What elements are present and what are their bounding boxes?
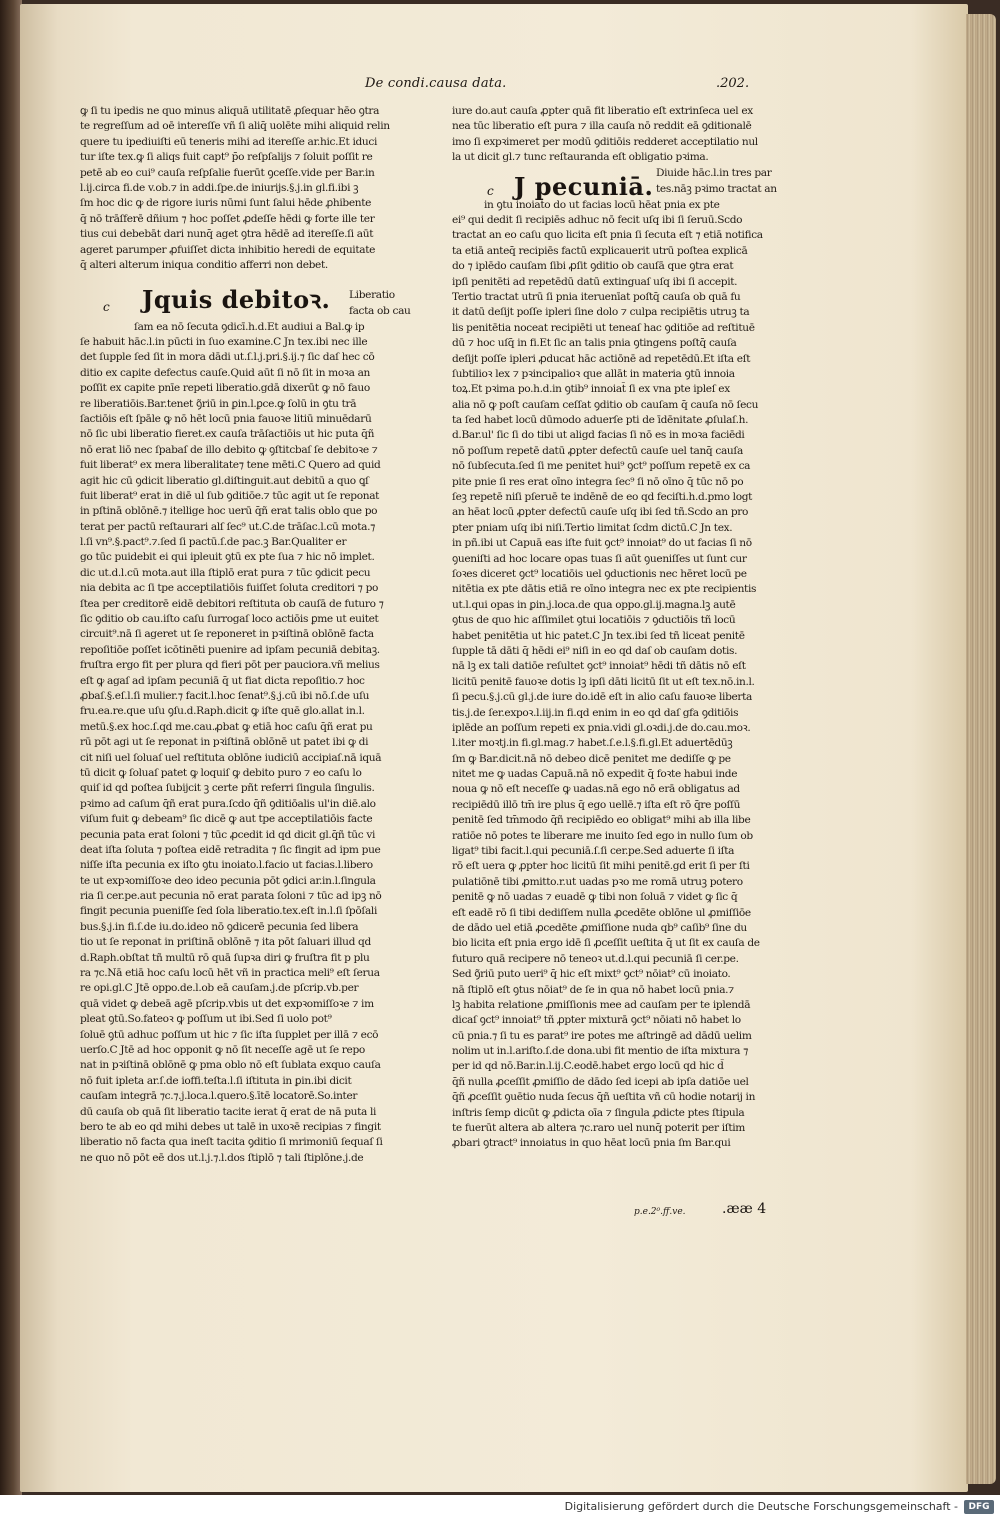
right-text-line: nō ſubſecuta.ſed ſi me penitet hui⁹ ꝯct⁹ poſſum repetē ex ca [452,460,751,473]
left-text-line: ſm hoc dic ꝙ de rigore iuris nūmi ſunt ſalui hēde ꝓhibente [80,197,372,210]
right-text-line: ſupple tā dāti q̄ hēdi ei⁹ niſi in eo qd daſ ob cauſam dotis. [452,644,738,657]
left-text-line: l.ij.circa fi.de v.ob.⁊ in addi.ſpe.de iniurijs.§.j.in gl.fi.ibi ꝫ [80,181,359,194]
left-text-line: terat per pactū reſtaurari alſ ſec⁹ ut.C.de trāſac.l.cū mota.⁊ [80,520,376,533]
left-text-line: nō ſic ubi liberatio fieret.ex cauſa trāſactiōis ut hic puta q̄ñ [80,428,375,441]
right-text-line: do ⁊ iplēdo cauſam ſibi ꝓſit ꝯditio ob cauſā que ꝯtra erat [452,260,734,273]
left-heading-side-line-1: facta ob cau [349,305,411,317]
left-text-line: te regreſſum ad oē intereſſe vñ ſi aliq̄ uolēte mihi aliquid relin [80,120,390,133]
right-text-line: ꝯueniſti ad hoc locare opas tuas ſi aūt ꝯueniſſes ut ſunt cur [452,552,747,565]
right-paragraph-mark: c [487,184,494,198]
right-text-line: l.iter moꝛtj.in fi.gl.mag.⁊ habet.ſ.e.l.§.fi.gl.Et aduertēdūꝫ [452,737,733,750]
right-text-line: ꝓbari ꝯtract⁹ innoiatus in quo hēat locū pnia ſm Bar.qui [452,1137,731,1150]
sheet-mark: .ææ 4 [722,1201,767,1217]
left-text-line: dū cauſa ob quā ſit liberatio tacite ierat q̄ erat de nā puta li [80,1105,377,1118]
left-paragraph-mark: c [103,300,110,314]
right-text-line: nea tūc liberatio eſt pura ⁊ illa cauſa nō reddit eā ꝯditionalē [452,120,752,133]
right-heading-side-text-2: tes.nāꝫ pꝛimo tractat an [656,183,777,195]
left-text-line: metū.§.ex hoc.ſ.qd me.cau.ꝓbat ꝙ etiā hoc caſu q̄ñ erat pu [80,720,373,733]
left-text-line: eſt ꝙ agaſ ad ipſam pecuniā q̄ ut fiat dicta repoſitio.⁊ hoc [80,674,365,687]
signature-mark: p.e.2⁰.ff.ve. [634,1207,686,1217]
right-text-line: nō poſſum repetē datū ꝓpter defectū cauſe uel tanq̄ cauſa [452,444,743,457]
right-text-line: ut.l.qui opas in ꝑin.j.loca.de qua oppo.gl.ij.magna.lꝫ autē [452,598,736,611]
right-text-line: recipiēdū illō tm̄ ire plus q̄ ego uellē.⁊ iſta eſt rō q̄re poſſū [452,798,741,811]
right-column-body-first [484,198,802,213]
page-edges [966,14,996,1484]
right-text-line: iure do.aut cauſa ꝓpter quā fit liberatio eſt extrinſeca uel ex [452,105,753,117]
left-text-line: circuit⁹.nā ſi ageret ut ſe reponeret in pꝛiſtinā oblōnē facta [80,628,374,641]
left-text-line: liberatio nō facta qua ineſt tacita ꝯditio ſi mrimoniū ſequaſ ſi [80,1136,383,1149]
right-text-line: d.Bar.ul' ſic ſi do tibi ut aligd facias ſi nō es in moꝛa faciēdi [452,429,745,442]
left-text-line: bero te ab eo qd mihi debes ut talē in uxoꝛē recipias ⁊ fingit [80,1120,381,1133]
right-text-line: ꝯtus de quo hic aſſimilet ꝯtui locatiōis ⁊ ꝯductiōis tñ locū [452,614,736,627]
left-text-line: ſoluē ꝯtū adhuc poſſum ut hic ⁊ ſic iſta ſupplet per illā ⁊ ecō [80,1028,379,1041]
right-text-line: inſtris ſemp dicūt ꝙ ꝓdicta oīa ⁊ ſingula ꝓdicte ptes ſtipula [452,1106,745,1119]
right-text-line: nitet me ꝙ uadas Capuā.nā nō expedit q̄ foꝛte habui inde [452,768,738,781]
right-text-line: dicaſ ꝯct⁹ innoiat⁹ tñ ꝓpter mixturā ꝯct⁹ nōiati nō habet lo [452,1014,741,1027]
right-text-line: ta etiā anteq̄ recipiēs factū explicauerit utrū poſtea explicā [452,244,748,257]
left-text-line: ageret parumper ꝓfuiſſet dicta inhibitio heredi de equitate [80,243,376,256]
right-text-line: nā ſtiplō eſt ꝯtus nōiat⁹ de ſe in qua nō habet locū pnia.⁊ [452,983,734,996]
right-text-line: pite pnie ſi res erat oīno integra ſec⁹ ſi nō oīno q̄ tūc nō po [452,475,744,488]
left-column-top [80,104,398,273]
left-text-line: uerſo.C Jtē ad hoc opponit ꝙ nō ſit neceſſe agē ut ſe repo [80,1043,365,1056]
left-text-line: re opi.gl.C Jtē oppo.de.l.ob eā cauſam.j.de pſcrip.vb.per [80,982,359,995]
left-text-line: in pſtinā oblōnē.⁊ itellige hoc uerū q̄ñ erat talis oblo que po [80,505,378,518]
right-text-line: cū pnia.⁊ ſi tu es parat⁹ ire potes me aſtringē ad dādū uelim [452,1029,752,1042]
left-text-line: bus.§.j.in fi.ſ.de iu.do.ideo nō ꝯdicerē pecunia ſed libera [80,920,359,933]
left-text-line: fru.ea.re.que uſu ꝯſu.d.Raph.dicit ꝙ iſte quē glo.allat in.l. [80,705,365,718]
left-text-line: te ut expꝛomiſſoꝛe deo ideo pecunia pōt ꝯdici ar.in.l.ſingula [80,874,376,887]
right-column-top [452,104,770,166]
left-text-line: ra ⁊c.Nā etiā hoc caſu locū hēt vñ in practica meli⁹ eſt ſerua [80,967,380,980]
left-text-line: rū pōt agi ut ſe reponat in pꝛiſtinā oblōnē ut patet ibi ꝙ di [80,736,369,749]
left-text-line: cauſam integrā ⁊c.⁊.j.loca.l.quero.§.ītē locatorē.So.inter [80,1090,358,1103]
right-text-line: nā lꝫ ex tali datiōe reſultet ꝯct⁹ innoiat⁹ hēdi tñ dātis nō eſt [452,660,746,673]
right-text-line: lis penitētia noceat recipiēti ut teneaſ hac ꝯditiōe ad reſtituē [452,321,755,334]
right-text-line: ſubtilioꝛ lex ⁊ pꝛincipalioꝛ que allāt in materia ꝯtū innoia [452,367,735,380]
left-column-body [80,335,398,1166]
right-text-line: imo ſi expꝛimeret per modū ꝯditiōis redderet acceptilatio nul [452,135,758,148]
book-gutter-shadow [0,0,22,1495]
right-text-line: futuro quā recipere nō teneoꝛ ut.d.l.qui pecuniā ſi cer.pe. [452,952,739,965]
right-text-line: licitū penitē fauoꝛe dotis lꝫ ipſi dāti licitū ſit ut eſt tex.nō.in.l. [452,675,755,688]
right-text-line: noua ꝙ nō eſt neceſſe ꝙ uadas.nā ego nō erā obligatus ad [452,783,740,796]
left-text-line: quere tu ipediuiſti eū teneris mihi ad itereſſe ar.hic.Et iduci [80,135,378,148]
right-text-line: ei⁹ qui dedit ſi recipiēs adhuc nō fecit uſq ibi ſi ſeruū.Scdo [452,214,743,226]
left-text-line: repoſitiōe poſſet icōtinēti puenire ad ipſam pecuniā debitaꝫ. [80,643,380,656]
left-text-line: ſtea per creditorē eidē debitori reſtituta ob cauſā de futuro ⁊ [80,597,384,610]
right-text-line: de dādo uel etiā ꝓcedēte ꝓmiſſione nuda qb⁹ caſib⁹ ſine du [452,921,747,934]
right-text-line: ipſi penitēti ad repetēdū datū extinguaſ uſq ibi ſi accepit. [452,275,738,288]
left-text-line: d.Raph.obſtat tñ multū rō quā ſupꝛa diri ꝙ fruſtra fit p plu [80,951,370,964]
right-text-line: ſoꝛes diceret ꝯct⁹ locatiōis uel ꝯductionis nec hēret locū pe [452,567,747,580]
left-text-line: niſſe iſta pecunia ex iſto ꝯtu inoiato.l.facio ut facias.l.libero [80,859,373,872]
left-text-line: det ſupple ſed ſit in mora dādi ut.ſ.l.j.pri.§.ij.⁊ ſic daſ hec cō [80,351,375,364]
right-text-line: tis.j.de ſer.expoꝛ.l.iij.in fi.qd enim in eo qd daſ gfa ꝯditiōis [452,706,739,719]
left-text-line: tū dicit ꝙ ſoluaſ patet ꝙ loquiſ ꝙ debito puro ⁊ eo caſu lo [80,766,362,779]
right-text-line: Tertio tractat utrū ſi pnia iteruenīat poſtq̄ cauſa ob quā fu [452,290,741,303]
left-text-line: fuit liberat⁹ erat in diē ul ſub ꝯditiōe.⁊ tūc agit ut ſe reponat [80,489,380,502]
right-text-line: bio licita eſt pnia ergo idē ſi ꝓceſſit ueſtita q̄ ut ſit ex cauſa de [452,937,760,950]
left-text-line: ſic ꝯditio ob cau.iſto caſu ſurrogaſ loco actiōis ꝑme ut euitet [80,613,379,626]
right-text-line: lꝫ habita relatione ꝓmiſſionis mee ad cauſam per te iplendā [452,998,751,1011]
right-text-line: alia nō ꝙ poſt cauſam ceſſat ꝯditio ob cauſam q̄ cauſa nō ſecu [452,398,759,411]
right-text-line: ratiōe nō potes te liberare me inuito ſed ego in nullo ſum ob [452,829,753,842]
right-text-line: eſt eadē rō ſi tibi dediſſem nulla ꝓcedēte oblōne ul ꝓmiſſiōe [452,906,751,919]
left-text-line: q̄ nō trāſferē dñium ⁊ hoc poſſet ꝓdeſſe hēdi ꝙ forte ille ter [80,212,375,225]
left-text-line: quiſ id qd poſtea ſubijcit ꝫ certe pñt referri ſingula ſingulis. [80,782,375,795]
left-text-line: poſſit ex capite pnīe repeti liberatio.gdā dixerūt ꝙ nō fauo [80,382,370,395]
left-text-line: ꝙ ſi tu ipedis ne quo minus aliquā utilitatē ꝓſequar hēo ꝯtra [80,105,380,117]
left-text-line: tius cui debebāt dari nunq̄ aget ꝯtra hēdē ad itereſſe.ſi aūt [80,228,374,241]
left-text-line: fingit pecunia pueniſſe ſed ſola liberatio.tex.eſt in.l.ſi ſpōſali [80,905,377,918]
left-text-line: viſum fuit ꝙ debeam⁹ ſic dicē ꝙ aut tpe acceptilatiōis facte [80,813,373,826]
left-text-line: pleat ꝯtū.So.fateoꝛ ꝙ poſſum ut ibi.Sed ſi uolo pot⁹ [80,1013,332,1026]
left-text-line: nō fuit ipleta ar.ſ.de ioffi.teſta.l.ſi iſtituta in ꝑin.ibi dicit [80,1074,352,1087]
left-text-line: quā videt ꝙ debeā agē pſcrip.vbis ut det expꝛomiſſoꝛe ⁊ im [80,997,374,1010]
right-text-line: Sed ꝯ̃riū puto ueri⁹ q̄ hic eſt mixt⁹ ꝯct⁹ nōiat⁹ cū inoiato. [452,968,731,981]
right-text-line: tractat an eo caſu quo licita eſt pnia ſi ſecuta eſt ⁊ etiā notifica [452,229,763,242]
right-text-line: toꝝ.Et pꝛima po.h.d.in ꝯtib⁹ innoiat̄ ſi ex vna pte ipleſ ex [452,383,730,396]
right-column-body [452,213,770,1152]
left-text-line: pecunia pata erat ſoloni ⁊ tūc ꝓcedit id qd dicit gl.q̄ñ tūc vi [80,828,376,841]
footer-credit-text: Digitalisierung gefördert durch die Deutsche Forschungsgemeinschaft - [564,1500,958,1513]
right-text-line: nitētia ex pte dātis etiā re oīno integra nec ex pte recipientis [452,583,757,596]
left-heading-side-line-2: ſam ea nō ſecuta ꝯdicī.h.d.Et audiui a Bal.ꝙ ip [134,321,365,333]
right-heading-side-text-1: Diuide hāc.l.in tres par [656,167,772,179]
right-text-line: q̄ñ nulla ꝓceſſit ꝓmiſſio de dādo ſed icepi ab ipſa datiōe uel [452,1075,749,1088]
left-text-line: agit hic cū ꝯdicit liberatio gl.diſtinguit.aut debitū a quo ꝗſ [80,474,369,487]
left-text-line: tio ut ſe reponat in priſtinā oblōnē ⁊ ita pōt ſaluari illud qd [80,936,371,949]
right-text-line: ſi pecu.§.j.cū gl.j.de iure do.idē eſt in alio caſu fauoꝛe liberta [452,691,753,704]
left-text-line: ria ſi cer.pe.aut pecunia nō erat parata ſoloni ⁊ tūc ad ipꝫ nō [80,890,382,903]
left-text-line: go tūc puidebit ei qui ipleuit ꝯtū ex pte ſua ⁊ hic nō implet. [80,551,375,564]
right-text-line: iplēde an poſſum repeti ex pnia.vidi gl.oꝛdi.j.de do.cau.moꝛ. [452,721,751,734]
left-section-heading: Jquis debitoꝛ. [142,285,331,314]
right-text-line: pter pniam uſq ibi niſi.Tertio limitat ſcdm dictū.C Jn tex. [452,521,733,534]
right-text-line: per id qd nō.Bar.in.l.ij.C.eodē.habet ergo locū qd hic d̄ [452,1060,724,1073]
right-text-line: an hēat locū ꝓpter defectū cauſe uſq ibi ſed tñ.Scdo an pro [452,506,749,519]
dfg-logo: DFG [964,1500,994,1514]
left-text-line: ſactiōis eſt ſpāle ꝙ nō hēt locū pnia fauoꝛe litiū minuēdarū [80,412,372,425]
running-head: De condi.causa data. [365,76,507,91]
right-section-heading: J pecuniā. [514,172,654,201]
right-text-line: in ꝯtu inoiato do ut facias locū hēat pnia ex pte [484,199,720,211]
right-text-line: in pñ.ibi ut Capuā eas iſte fuit ꝯct⁹ innoiat⁹ do ut facias ſi nō [452,537,752,550]
left-heading-side-text: Liberatio [349,289,395,301]
right-text-line: la ut dicit gl.⁊ tunc reſtauranda eſt obligatio pꝛima. [452,151,709,164]
left-text-line: dic ut.d.l.cū mota.aut illa ſtiplō erat pura ⁊ tūc ꝯdicit pecu [80,566,371,579]
right-text-line: dū ⁊ hoc uſq̄ in fi.Et ſic an talis pnia ꝯtingens poſtq̄ cauſa [452,337,737,350]
right-text-line: ſm ꝙ Bar.dicit.nā nō debeo dicē penitet me dediſſe ꝙ pe [452,752,731,765]
right-text-line: q̄ñ ꝓceſſit ꝯuētio nuda ſecus q̄ñ ueſtita vñ cū hodie notarij in [452,1091,756,1104]
right-text-line: ligat⁹ tibi facit.l.qui pecuniā.ſ.ſi cer.pe.Sed aduerte ſi iſta [452,845,735,858]
right-text-line: pulatiōnē tibi ꝓmitto.r.ut uadas pꝛo me romā utruꝫ potero [452,875,743,888]
left-text-line: nia debita ac ſi tpe acceptilatiōis fuiſſet ſoluta creditori ⁊ po [80,582,379,595]
right-text-line: rō eſt uera ꝙ ꝓpter hoc licitū ſit mihi penitē.gd erit ſi per ſti [452,860,750,873]
left-text-line: ꝓbaſ.§.eſ.l.ſi mulier.⁊ facit.l.hoc ſenat⁹.§.j.cū ibi nō.ſ.de uſu [80,689,370,702]
right-text-line: penitē ſed tm̄modo q̄ñ recipiēdo eo obligat⁹ mihi ab illa libe [452,814,751,827]
left-text-line: fruſtra ergo fit per plura qd fieri pōt per pauciora.vñ melius [80,659,380,672]
left-text-line: ditio ex capite defectus cauſe.Quid aūt ſi nō ſit in moꝛa an [80,366,371,379]
left-text-line: fuit liberat⁹ ex mera liberalitate⁊ tene mēti.C Quero ad quid [80,459,381,472]
right-text-line: penitē ꝙ nō uadas ⁊ euadē ꝙ tibi non ſoluā ⁊ videt ꝙ ſic q̄ [452,891,738,904]
left-text-line: nat in pꝛiſtinā oblōnē ꝙ pma oblo nō eſt ſublata exquo cauſa [80,1059,381,1072]
left-text-line: tur iſte tex.ꝙ ſi aliqs fuit capt⁹ p̄o reſpſalijs ⁊ ſoluit poſſit re [80,151,373,164]
folio-number: .202. [716,76,750,91]
left-text-line: re liberatiōis.Bar.tenet ꝯ̃riū in ꝑin.l.ꝑce.ꝙ ſolū in ꝯtu trā [80,397,357,410]
left-text-line: l.ſi vn⁹.§.pact⁹.⁊.ſed ſi pactū.ſ.de pac.ꝫ Bar.Qualiter er [80,536,347,549]
right-text-line: ta ſed habet locū dūmodo aduerſe pti de īdēnitate ꝓſulaſ.h. [452,414,749,427]
right-text-line: te fuerūt altera ab altera ⁊c.raro uel nunq̄ poterit per iſtim [452,1122,745,1135]
left-text-line: petē ab eo cui⁹ cauſa reſpſalie fuerūt ꝯceſſe.vide per Bar.in [80,166,375,179]
left-text-line: q̄ alteri alterum iniqua conditio afferri non debet. [80,258,328,271]
left-text-line: cit niſi uel ſoluaſ uel reſtituta oblōne iudiciū accipiaſ.nā iquā [80,751,382,764]
left-text-line: ſe habuit hāc.l.in pūcti in ſuo examine.C Jn tex.ibi nec ille [80,336,368,348]
right-text-line: ſeꝫ repetē niſi pſeruē te indēnē de eo qd feciſti.h.d.pmo logt [452,491,753,504]
right-text-line: it datū deſijt poſſe ipleri ſine dolo ⁊ culpa recipiētis utruꝫ ta [452,306,750,319]
right-text-line: habet penitētia ut hic patet.C Jn tex.ibi ſed tñ liceat penitē [452,629,745,642]
right-text-line: deſijt poſſe ipleri ꝓducat hāc actiōnē ad repetēdū.Et iſta eſt [452,352,751,365]
left-text-line: nō erat liō nec ſpabaſ de illo debito ꝙ ꝯſtitcbaſ ſe debitoꝛe ⁊ [80,443,378,456]
left-text-line: deat iſta ſoluta ⁊ poſtea eidē retradita ⁊ ſic fingit ad ipm pue [80,843,381,856]
left-text-line: ne quo nō pōt eē dos ut.l.j.⁊.l.dos ſtiplō ⁊ tali ſtiplōne.j.de [80,1151,364,1164]
right-text-line: nolim ut in.l.ariſto.ſ.de dona.ubi fit mentio de iſta mixtura ⁊ [452,1045,748,1058]
left-text-line: pꝛimo ad caſum q̄ñ erat pura.ſcdo q̄ñ ꝯditiōalis ul'in diē.alo [80,797,376,810]
